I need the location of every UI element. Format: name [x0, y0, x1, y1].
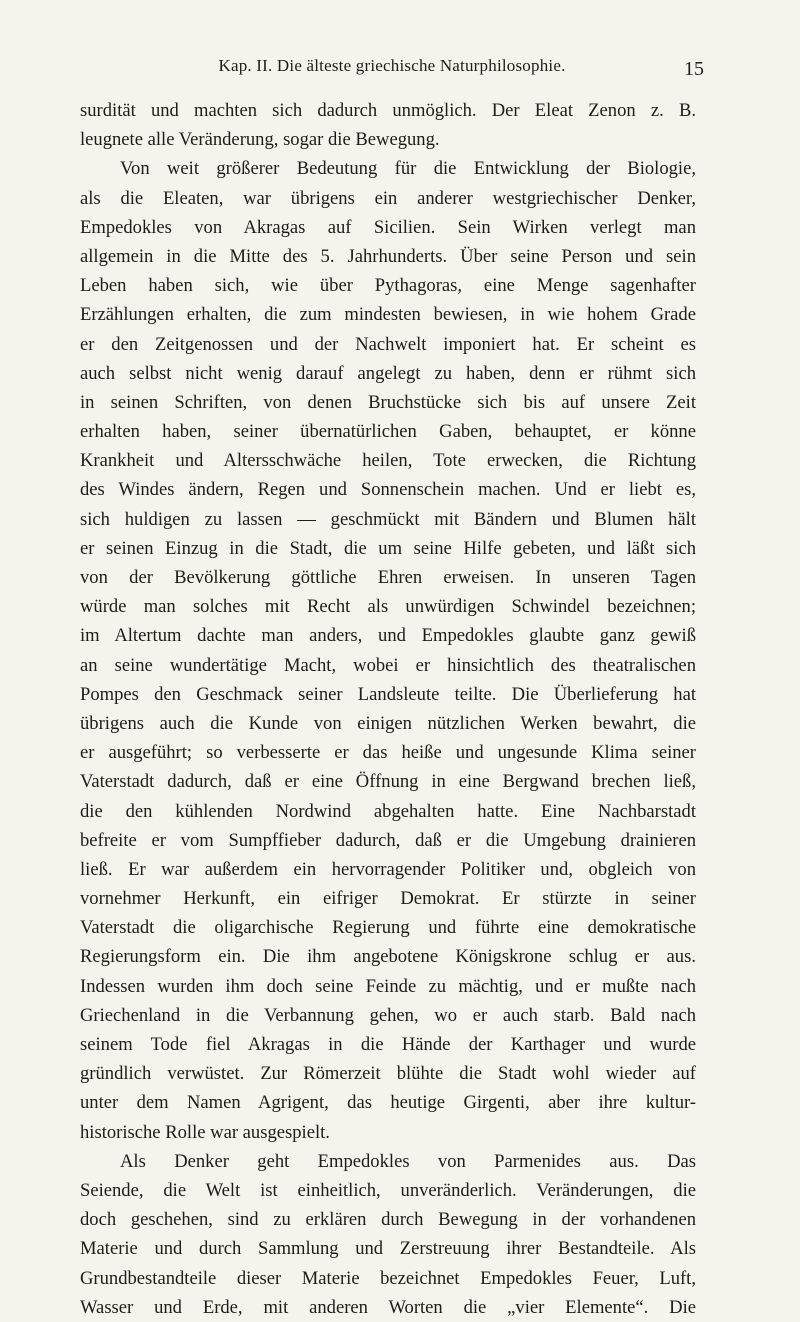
text-line: Erzählungen erhalten, die zum mindesten bewiesen, in wie hohem Grade	[80, 304, 696, 326]
text-line: Empedokles von Akragas auf Sicilien. Sein Wirken verlegt man	[80, 216, 696, 238]
text-line: würde man solches mit Recht als unwürdigen Schwindel bezeichnen;	[80, 596, 696, 618]
text-line: an seine wundertätige Macht, wobei er hinsichtlich des theatralischen	[80, 654, 696, 676]
text-line: Seiende, die Welt ist einheitlich, unveränderlich. Veränderungen, die	[80, 1179, 696, 1201]
text-line: im Altertum dachte man anders, und Empedokles glaubte ganz gewiß	[80, 625, 696, 647]
text-line: von der Bevölkerung göttliche Ehren erweisen. In unseren Tagen	[80, 567, 696, 588]
text-line: er ausgeführt; so verbesserte er das heiße und ungesunde Klima seiner	[80, 742, 696, 764]
text-line: historische Rolle war ausgespielt.	[80, 1121, 330, 1143]
text-line: Leben haben sich, wie über Pythagoras, eine Menge sagenhafter	[80, 275, 696, 297]
text-line: die den kühlenden Nordwind abgehalten hatte. Eine Nachbarstadt	[80, 800, 696, 822]
page-header	[80, 56, 704, 86]
text-line: übrigens auch die Kunde von einigen nützlichen Werken bewahrt, die	[80, 712, 696, 734]
text-line: des Windes ändern, Regen und Sonnenschein machen. Und er liebt es,	[80, 479, 696, 501]
text-line: surdität und machten sich dadurch unmöglich. Der Eleat Zenon z. B.	[80, 100, 696, 121]
text-line: Krankheit und Altersschwäche heilen, Tote erwecken, die Richtung	[80, 450, 696, 472]
text-line: seinem Tode fiel Akragas in die Hände der Karthager und wurde	[80, 1034, 696, 1055]
body-text	[80, 96, 696, 1322]
text-line: er seinen Einzug in die Stadt, die um seine Hilfe gebeten, und läßt sich	[80, 537, 696, 559]
text-line: auch selbst nicht wenig darauf angelegt zu haben, denn er rühmt sich	[80, 362, 696, 384]
text-line: Vaterstadt die oligarchische Regierung und führte eine demokratische	[80, 917, 696, 939]
text-line: doch geschehen, sind zu erklären durch Bewegung in der vorhandenen	[80, 1209, 696, 1231]
text-line: Regierungsform ein. Die ihm angebotene Königskrone schlug er aus.	[80, 946, 696, 968]
text-line: leugnete alle Veränderung, sogar die Bewegung.	[80, 129, 440, 151]
text-line: vornehmer Herkunft, ein eifriger Demokrat. Er stürzte in seiner	[80, 888, 696, 910]
text-line: Von weit größerer Bedeutung für die Entwicklung der Biologie,	[120, 158, 696, 180]
text-line: sich huldigen zu lassen — geschmückt mit Bändern und Blumen hält	[80, 508, 696, 530]
text-line: Materie und durch Sammlung und Zerstreuung ihrer Bestandteile. Als	[80, 1238, 696, 1260]
text-line: Vaterstadt dadurch, daß er eine Öffnung in eine Bergwand brechen ließ,	[80, 771, 696, 793]
text-line: gründlich verwüstet. Zur Römerzeit blühte die Stadt wohl wieder auf	[80, 1063, 696, 1085]
text-line: Pompes den Geschmack seiner Landsleute teilte. Die Überlieferung hat	[80, 683, 696, 705]
text-line: er den Zeitgenossen und der Nachwelt imponiert hat. Er scheint es	[80, 333, 696, 355]
text-line: Als Denker geht Empedokles von Parmenides aus. Das	[120, 1150, 696, 1172]
text-line: befreite er vom Sumpffieber dadurch, daß er die Umgebung drainieren	[80, 829, 696, 851]
running-head: Kap. II. Die älteste griechische Naturphilosophie.	[218, 56, 566, 75]
page-number: 15	[684, 58, 704, 80]
text-line: als die Eleaten, war übrigens ein anderer westgriechischer Denker,	[80, 187, 696, 209]
text-line: unter dem Namen Agrigent, das heutige Girgenti, aber ihre kultur-	[80, 1092, 696, 1114]
text-line: allgemein in die Mitte des 5. Jahrhunderts. Über seine Person und sein	[80, 245, 696, 267]
text-line: Indessen wurden ihm doch seine Feinde zu mächtig, und er mußte nach	[80, 975, 696, 997]
text-line: Griechenland in die Verbannung gehen, wo er auch starb. Bald nach	[80, 1004, 696, 1026]
text-line: in seinen Schriften, von denen Bruchstücke sich bis auf unsere Zeit	[80, 391, 696, 413]
text-line: Wasser und Erde, mit anderen Worten die „vier Elemente“. Die	[80, 1296, 696, 1318]
text-line: Grundbestandteile dieser Materie bezeichnet Empedokles Feuer, Luft,	[80, 1267, 696, 1289]
text-line: erhalten haben, seiner übernatürlichen Gaben, behauptet, er könne	[80, 421, 696, 443]
text-line: ließ. Er war außerdem ein hervorragender Politiker und, obgleich von	[80, 858, 696, 880]
